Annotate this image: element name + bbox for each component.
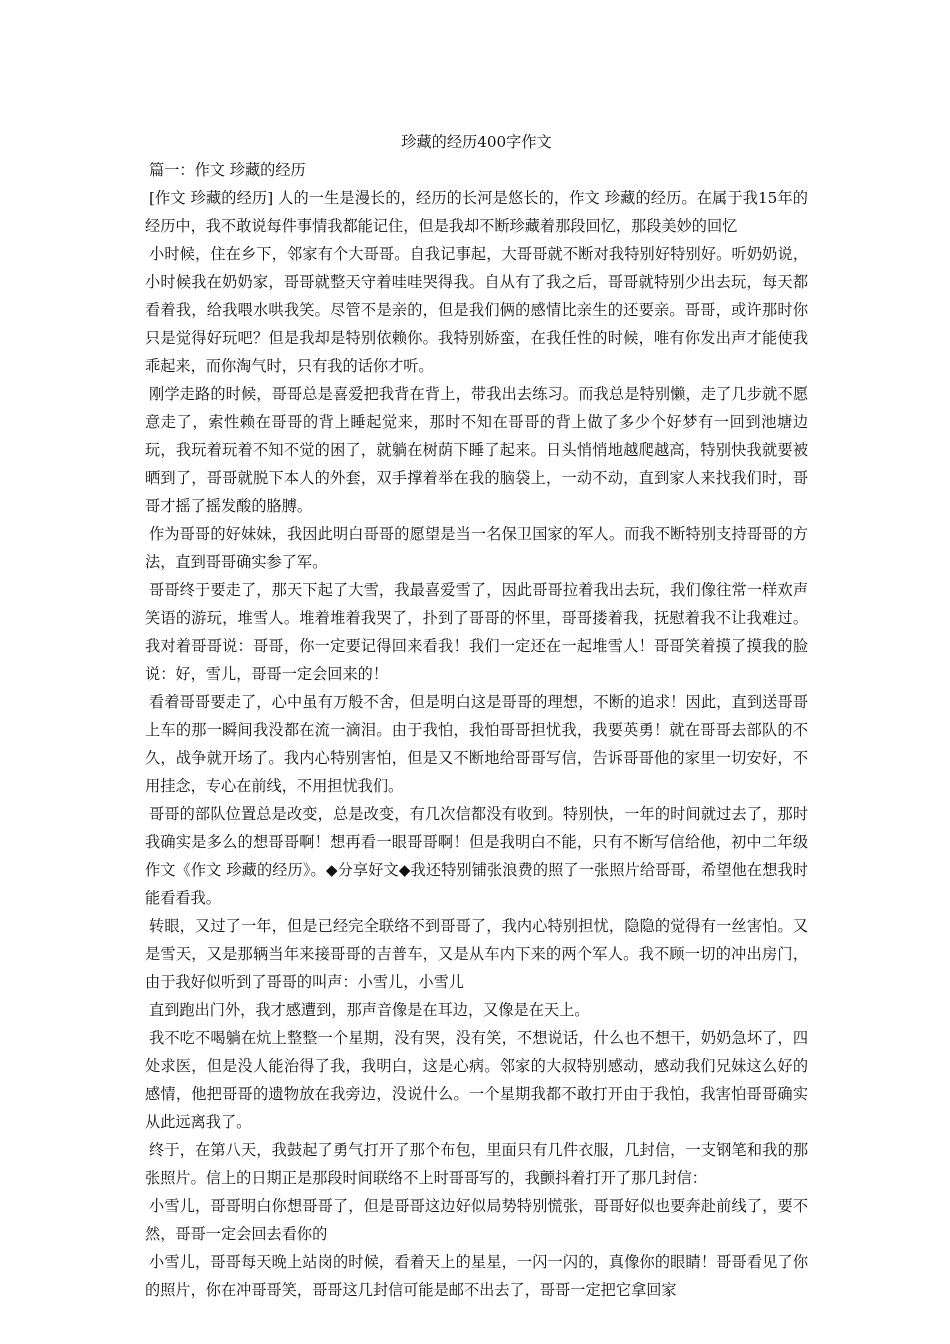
paragraph-3: 刚学走路的时候，哥哥总是喜爱把我背在背上，带我出去练习。而我总是特别懒，走了几步就不愿意走了，索性赖在哥哥的背上睡起觉来，那时不知在哥哥的背上做了多少个好梦有一回到池塘边玩，我玩着玩着不知不觉的困了，就躺在树荫下睡了起来。日头悄悄地越爬越高，特别快我就要被晒到了，哥哥就脱下本人的外套，双手撑着举在我的脑袋上，一动不动，直到家人来找我们时，哥哥才摇了摇发酸的胳膊。 bbox=[145, 385, 808, 515]
paragraph-9: 直到跑出门外，我才感遭到，那声音像是在耳边，又像是在天上。 bbox=[149, 1001, 590, 1019]
document-page bbox=[145, 128, 808, 1304]
paragraph-8: 转眼，又过了一年，但是已经完全联络不到哥哥了，我内心特别担忧，隐隐的觉得有一丝害怕。又是雪天，又是那辆当年来接哥哥的吉普车，又是从车内下来的两个军人。我不顾一切的冲出房门，由于我好似听到了哥哥的叫声：小雪儿，小雪儿 bbox=[145, 917, 808, 991]
document-title: 珍藏的经历400字作文 bbox=[401, 133, 552, 151]
paragraph-4: 作为哥哥的好妹妹，我因此明白哥哥的愿望是当一名保卫国家的军人。而我不断特别支持哥哥的方法，直到哥哥确实参了军。 bbox=[145, 525, 808, 571]
document-subtitle: 篇一：作文 珍藏的经历 bbox=[149, 161, 306, 179]
paragraph-2: 小时候，住在乡下，邻家有个大哥哥。自我记事起，大哥哥就不断对我特别好特别好。听奶奶说，小时候我在奶奶家，哥哥就整天守着哇哇哭得我。自从有了我之后，哥哥就特别少出去玩，每天都看着我，给我喂水哄我笑。尽管不是亲的，但是我们俩的感情比亲生的还要亲。哥哥，或许那时你只是觉得好玩吧？但是我却是特别依赖你。我特别娇蛮，在我任性的时候，唯有你发出声才能使我乖起来，而你淘气时，只有我的话你才听。 bbox=[145, 245, 808, 375]
paragraph-11: 终于，在第八天，我鼓起了勇气打开了那个布包，里面只有几件衣服，几封信，一支钢笔和我的那张照片。信上的日期正是那段时间联络不上时哥哥写的，我颤抖着打开了那几封信： bbox=[145, 1141, 808, 1187]
paragraph-13: 小雪儿，哥哥每天晚上站岗的时候，看着天上的星星，一闪一闪的，真像你的眼睛！哥哥看见了你的照片，你在冲哥哥笑，哥哥这几封信可能是邮不出去了，哥哥一定把它拿回家 bbox=[145, 1253, 808, 1299]
paragraph-12: 小雪儿，哥哥明白你想哥哥了，但是哥哥这边好似局势特别慌张，哥哥好似也要奔赴前线了，要不然，哥哥一定会回去看你的 bbox=[145, 1197, 808, 1243]
paragraph-10: 我不吃不喝躺在炕上整整一个星期，没有哭，没有笑，不想说话，什么也不想干，奶奶急坏了，四处求医，但是没人能治得了我，我明白，这是心病。邻家的大叔特别感动，感动我们兄妹这么好的感情，他把哥哥的遗物放在我旁边，没说什么。一个星期我都不敢打开由于我怕，我害怕哥哥确实从此远离我了。 bbox=[145, 1029, 808, 1131]
paragraph-7: 哥哥的部队位置总是改变，总是改变，有几次信都没有收到。特别快，一年的时间就过去了，那时我确实是多么的想哥哥啊！想再看一眼哥哥啊！但是我明白不能，只有不断写信给他，初中二年级作文《作文 珍藏的经历》。◆分享好文◆我还特别铺张浪费的照了一张照片给哥哥，希望他在想我时能看看我。 bbox=[145, 805, 808, 907]
paragraph-1: [作文 珍藏的经历] 人的一生是漫长的，经历的长河是悠长的，作文 珍藏的经历。在属于我15年的经历中，我不敢说每件事情我都能记住，但是我却不断珍藏着那段回忆，那段美妙的回忆 bbox=[145, 189, 808, 235]
paragraph-5: 哥哥终于要走了，那天下起了大雪，我最喜爱雪了，因此哥哥拉着我出去玩，我们像往常一样欢声笑语的游玩，堆雪人。堆着堆着我哭了，扑到了哥哥的怀里，哥哥搂着我，抚慰着我不让我难过。我对着哥哥说：哥哥，你一定要记得回来看我！我们一定还在一起堆雪人！哥哥笑着摸了摸我的脸说：好，雪儿，哥哥一定会回来的！ bbox=[145, 581, 808, 683]
paragraph-6: 看着哥哥要走了，心中虽有万般不舍，但是明白这是哥哥的理想，不断的追求！因此，直到送哥哥上车的那一瞬间我没都在流一滴泪。由于我怕，我怕哥哥担忧我，我要英勇！就在哥哥去部队的不久，战争就开场了。我内心特别害怕，但是又不断地给哥哥写信，告诉哥哥他的家里一切安好，不用挂念，专心在前线，不用担忧我们。 bbox=[145, 693, 808, 795]
